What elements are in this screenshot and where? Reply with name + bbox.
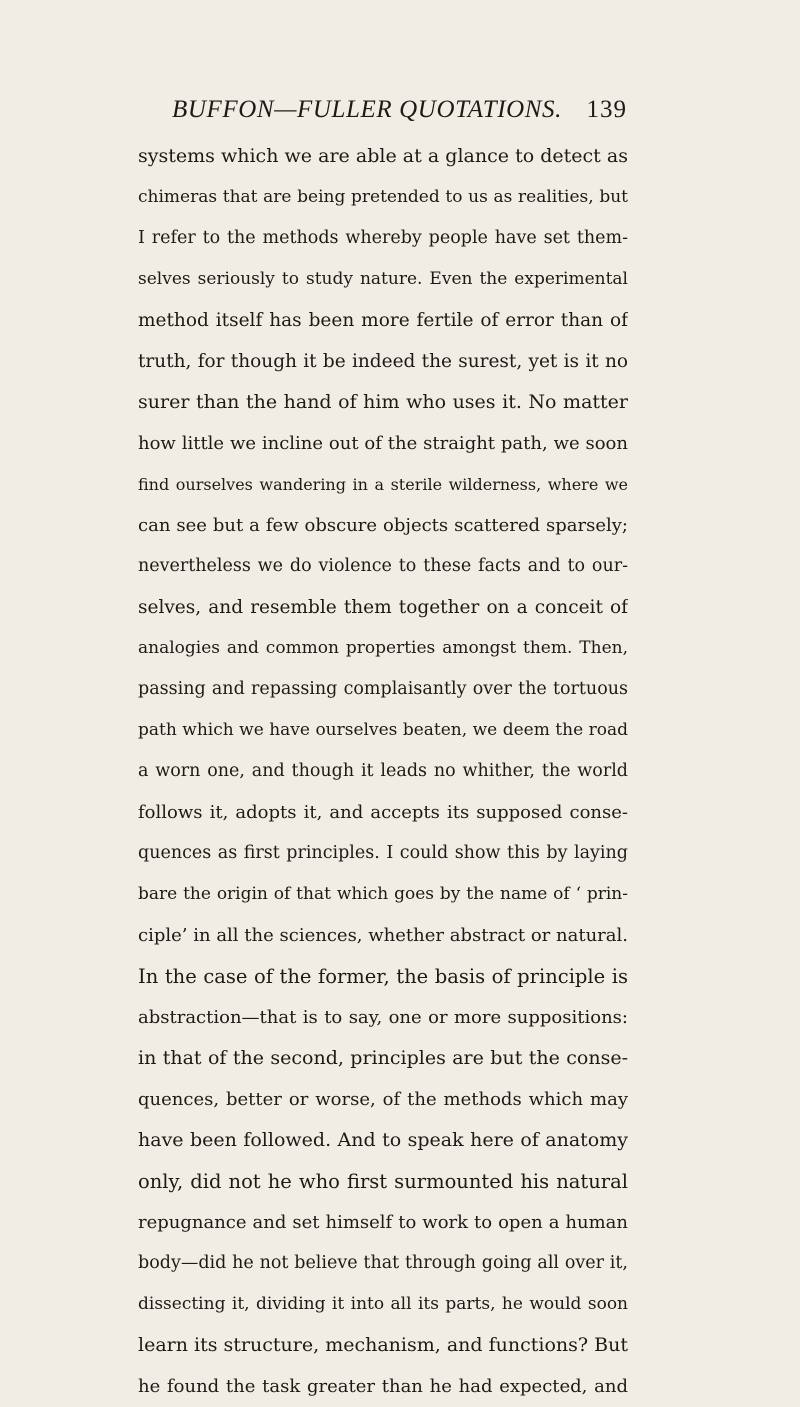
running-title: BUFFON—FULLER QUOTATIONS. (172, 96, 563, 123)
text-line: quences as first principles. I could show this by laying (138, 843, 628, 863)
text-line: systems which we are able at a glance to detect as (138, 145, 628, 167)
text-line: passing and repassing complaisantly over the tortuous (138, 679, 628, 699)
text-line: quences, better or worse, of the methods which may (138, 1089, 628, 1110)
text-line: analogies and common properties amongst them. Then, (138, 638, 628, 658)
page-number: 139 (586, 96, 627, 123)
text-line: selves seriously to study nature. Even the experimental (138, 269, 628, 289)
text-line: in that of the second, principles are but the conse- (138, 1047, 628, 1069)
text-line: method itself has been more fertile of error than of (138, 310, 628, 331)
text-line: chimeras that are being pretended to us as realities, but (138, 187, 628, 207)
text-line: path which we have ourselves beaten, we deem the road (138, 720, 628, 740)
text-line: follows it, adopts it, and accepts its supposed conse- (138, 802, 628, 823)
text-line: truth, for though it be indeed the surest, yet is it no (138, 351, 628, 372)
text-line: I refer to the methods whereby people have set them- (138, 228, 628, 248)
text-line: bare the origin of that which goes by the name of ‘ prin- (138, 884, 628, 904)
text-line: In the case of the former, the basis of principle is (138, 965, 628, 988)
text-line: learn its structure, mechanism, and functions? But (138, 1334, 628, 1356)
text-line: surer than the hand of him who uses it. No matter (138, 391, 628, 413)
text-line: have been followed. And to speak here of anatomy (138, 1129, 628, 1151)
body-text (138, 136, 628, 1407)
text-line: a worn one, and though it leads no whither, the world (138, 761, 628, 781)
text-line: can see but a few obscure objects scattered sparsely; (138, 515, 628, 536)
page-header (172, 93, 627, 127)
text-line: only, did not he who first surmounted his natural (138, 1170, 628, 1193)
text-line: how little we incline out of the straight path, we soon (138, 433, 628, 454)
text-line: selves, and resemble them together on a conceit of (138, 597, 628, 618)
text-line: find ourselves wandering in a sterile wilderness, where we (138, 475, 628, 494)
text-line: he found the task greater than he had expected, and (138, 1376, 628, 1397)
text-line: dissecting it, dividing it into all its parts, he would soon (138, 1294, 628, 1314)
text-line: repugnance and set himself to work to open a human (138, 1212, 628, 1233)
text-line: abstraction—that is to say, one or more suppositions: (138, 1007, 628, 1028)
text-line: nevertheless we do violence to these facts and to our- (138, 556, 628, 576)
text-line: body—did he not believe that through going all over it, (138, 1253, 628, 1273)
text-line: ciple’ in all the sciences, whether abstract or natural. (138, 925, 628, 946)
